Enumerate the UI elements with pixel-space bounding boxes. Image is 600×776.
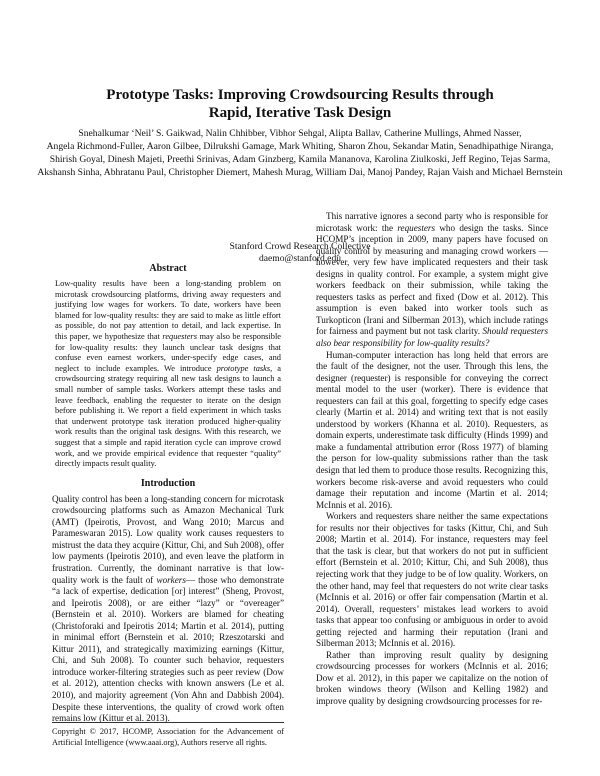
author-line: Shirish Goyal, Dinesh Majeti, Preethi Srinivas, Adam Ginzberg, Kamila Mananova, Karolina Ziulkoski, Jeff Regino, Tejas Sarma, [49, 153, 551, 165]
abstract-emphasis: prototype tasks [216, 363, 271, 373]
title-line-1: Prototype Tasks: Improving Crowdsourcing Results through [106, 87, 494, 103]
body-paragraph: Human-computer interaction has long held that errors are the fault of the designer, not the user. Through this lens, the designer (requester) is responsible for conveying the correct mental model to the user (worker). There is evidence that requesters can fail at this goal, forgetting to specify edge cases clearly (Martin et al. 2014) and writing text that is not easily understood by workers (Khanna et al. 2010). Requesters, as domain experts, underestimate task difficulty (Hinds 1999) and make a fundamental attribution error (Ross 1977) of blaming the person for low-quality submissions rather than the task design that led them to produce those results. Recognizing this, workers become risk-averse and avoid requesters who could damage their reputation and income (Martin et al. 2014; McInnis et al. 2016). [316, 349, 548, 510]
intro-text-part: — those who demonstrate “a lack of expertise, dedication [or] interest” (Sheng, Provost, and Ipeirotis 2008), or are either “lazy” or “overeager” (Bernstein et al. 2010). Workers are blamed for cheating (Christoforaki and Ipeirotis 2014; Martin et al. 2014), putting in minimal effort (Bernstein et al. 2010; Rzeszotarski and Kittur 2011), and strategically maximizing earnings (Kittur, Chi, and Suh 2008). To counter such behavior, requesters introduce worker-filtering strategies such as peer review (Dow et al. 2012), attention checks with known answers (Le et al. 2010), and majority agreement (Von Ahn and Dabbish 2004). Despite these interventions, the quality of crowd work often remains low (Kittur et al. 2013). [52, 574, 284, 724]
author-line: Akshansh Sinha, Abhratanu Paul, Christopher Diemert, Mahesh Murag, William Dai, Manoj Pandey, Rajan Vaish and Michael Bernstein [37, 166, 563, 178]
left-column [52, 262, 284, 725]
body-emphasis: Should requesters also bear responsibility for low-quality results? [316, 326, 548, 349]
body-paragraph: Workers and requesters share neither the same expectations for results nor their objectives for tasks (Kittur, Chi, and Suh 2008; Martin et al. 2014). For instance, requesters may feel that the task is clear, but that workers do not put in sufficient effort (Bernstein et al. 2010; Kittur, Chi, and Suh 2008), thus rejecting work that they judge to be of low quality. Workers, on the other hand, may feel that requesters do not write clear tasks (McInnis et al. 2016) or offer fair compensation (Martin et al. 2014). Overall, requesters’ mistakes lead workers to avoid tasks that appear too confusing or ambiguous in order to avoid getting rejected and harming their reputation (Irani and Silberman 2013; McInnis et al. 2016). [316, 511, 548, 649]
introduction-paragraph [52, 494, 284, 725]
abstract-emphasis: requesters [162, 331, 197, 341]
body-text-part: who design the tasks. Since HCOMP’s inception in 2009, many papers have focused on quality control by measuring and managing crowd workers — however, very few have implicated requesters and their task designs in quality control. For example, a system might give workers feedback on their submission, while taking the requesters tasks as perfect and fixed (Dow et al. 2012). This assumption is even baked into worker tools such as Turkopticon (Irani and Silberman 2013), which include ratings for fairness and payment but not task clarity. [316, 222, 549, 337]
introduction-heading: Introduction [140, 477, 196, 489]
paper-title [40, 86, 560, 122]
abstract-heading: Abstract [149, 263, 187, 274]
copyright-notice: Copyright © 2017, HCOMP, Association for the Advancement of Artificial Intelligence (www.aaai.org), Authors reserve all rights. [52, 722, 284, 748]
body-paragraph [316, 211, 548, 350]
right-column [316, 211, 548, 708]
affiliation: Stanford Crowd Research Collective [229, 241, 371, 252]
intro-text-part: Quality control has been a long-standing concern for microtask crowdsourcing platforms such as Amazon Mechanical Turk (AMT) (Ipeirotis, Provost, and Wang 2010; Marcus and Parameswaran 2015). Low quality work causes requesters to mistrust the data they acquire (Kittur, Chi, and Suh 2008), offer low payments (Ipeirotis 2010), and even leave the platform in frustration. Currently, the dominant narrative is that low-quality work is the fault of [52, 493, 284, 585]
body-emphasis: requesters [397, 222, 436, 233]
abstract-text [52, 279, 284, 470]
intro-emphasis: workers [156, 574, 186, 585]
abstract-text-part: may also be responsible for low-quality results: they launch unclear task designs that confuse even earnest workers, under-specify edge cases, and neglect to include examples. We introduce [55, 331, 281, 373]
body-paragraph: Rather than improving result quality by designing crowdsourcing processes for workers (McInnis et al. 2016; Dow et al. 2012), in this paper we capitalize on the notion of broken windows theory (Wilson and Kelling 1982) and improve quality by designing crowdsourcing processes for re- [316, 649, 548, 706]
title-line-2: Rapid, Iterative Task Design [208, 105, 392, 121]
author-list [28, 128, 572, 180]
body-text-part: This narrative ignores a second party who is responsible for microtask work: the [316, 211, 548, 233]
author-line: Angela Richmond-Fuller, Aaron Gilbee, Dilrukshi Gamage, Mark Whiting, Sharon Zhou, Sekandar Matin, Senadhipathige Niranga, [46, 140, 554, 152]
abstract-text-part: Low-quality results have been a long-standing problem on microtask crowdsourcing platforms, driving away requesters and justifying low wages for workers. To date, workers have been blamed for low-quality results: they are said to make as little effort as possible, do not pay attention to detail, and lack expertise. In this paper, we hypothesize that [55, 279, 281, 341]
contact-email: daemo@stanford.edu [258, 253, 342, 264]
author-line: Snehalkumar ‘Neil’ S. Gaikwad, Nalin Chhibber, Vibhor Sehgal, Alipta Ballav, Catherine Mullings, Ahmed Nasser, [78, 128, 522, 139]
introduction-section [52, 477, 284, 725]
abstract-text-part: , a crowdsourcing strategy requiring all new task designs to launch a small number of sample tasks. Workers attempt these tasks and leave feedback, enabling the requester to iterate on the design before publishing it. We report a field experiment in which tasks that underwent prototype task iteration produced higher-quality work results than the original task designs. With this research, we suggest that a simple and rapid iteration cycle can improve crowd work, and we provide empirical evidence that requester “quality” directly impacts result quality. [55, 363, 282, 469]
abstract-section [52, 262, 284, 470]
